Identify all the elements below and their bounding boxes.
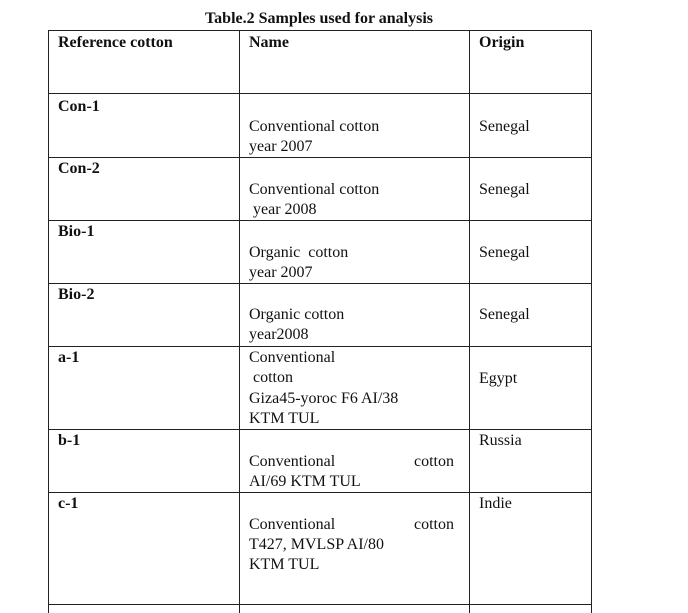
row-name-line: Organic cotton [249, 306, 345, 323]
row-ref: Bio-2 [58, 286, 95, 303]
row-divider [48, 429, 592, 430]
table-caption: Table.2 Samples used for analysis [204, 10, 434, 27]
row-origin: Senegal [479, 181, 530, 198]
row-name-trailing: cotton [414, 453, 454, 470]
row-name-line: AI/69 KTM TUL [249, 473, 361, 490]
row-ref: c-1 [58, 495, 79, 512]
row-origin: Indie [479, 495, 512, 512]
table-border-bottom [48, 604, 592, 605]
row-divider [48, 157, 592, 158]
row-name-line: Conventional cotton [249, 118, 380, 135]
row-divider [48, 220, 592, 221]
header-name: Name [249, 34, 289, 51]
header-reference: Reference cotton [58, 34, 173, 51]
row-ref: a-1 [58, 349, 80, 366]
row-name-line: Giza45-yoroc F6 AI/38 [249, 390, 399, 407]
row-name-line: Conventional cotton [249, 181, 380, 198]
row-name-line: year 2008 [249, 201, 317, 218]
table-border-top [48, 30, 592, 31]
row-origin: Egypt [479, 370, 518, 387]
row-name-line: year 2007 [249, 264, 313, 281]
row-name-line: cotton [249, 369, 293, 386]
row-divider [48, 346, 592, 347]
row-name-trailing: cotton [414, 516, 454, 533]
row-ref: Con-1 [58, 98, 100, 115]
row-name-line: year2008 [249, 326, 309, 343]
row-name-line: Organic cotton [249, 244, 349, 261]
row-name-line: T427, MVLSP AI/80 [249, 536, 384, 553]
table-border-col1 [239, 30, 240, 613]
row-divider [48, 93, 592, 94]
row-origin: Russia [479, 432, 522, 449]
header-origin: Origin [479, 34, 525, 51]
row-origin: Senegal [479, 306, 530, 323]
row-name-line: KTM TUL [249, 410, 320, 427]
row-name-line: year 2007 [249, 138, 313, 155]
row-divider [48, 492, 592, 493]
table-border-right [591, 30, 592, 613]
row-name-line: Conventional [249, 516, 336, 533]
row-divider [48, 283, 592, 284]
row-name-line: Conventional [249, 349, 336, 366]
row-name-line: KTM TUL [249, 556, 320, 573]
row-origin: Senegal [479, 244, 530, 261]
table-border-col2 [469, 30, 470, 613]
row-ref: Con-2 [58, 160, 100, 177]
row-ref: Bio-1 [58, 223, 95, 240]
row-ref: b-1 [58, 432, 81, 449]
row-name-line: Conventional [249, 453, 336, 470]
table-border-left [48, 30, 49, 613]
row-origin: Senegal [479, 118, 530, 135]
